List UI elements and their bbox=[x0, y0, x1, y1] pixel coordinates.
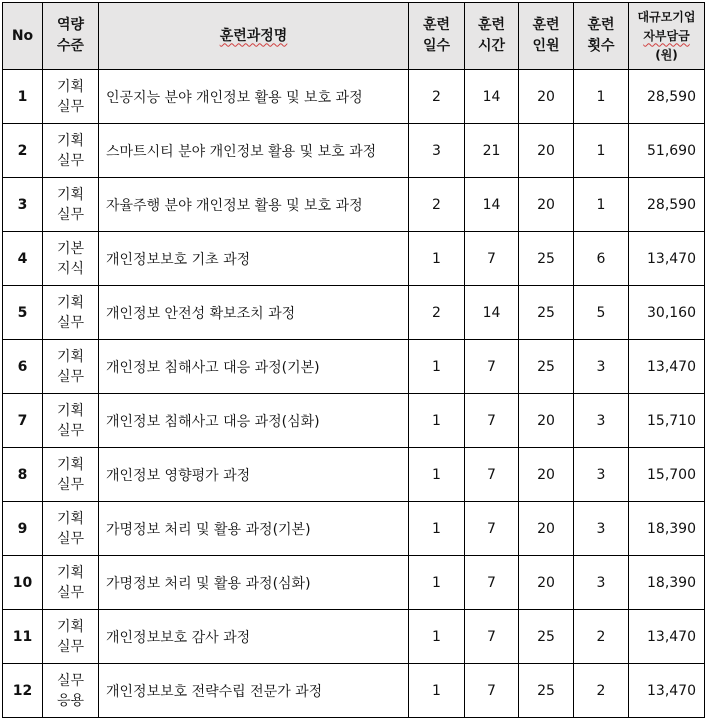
cell-times: 3 bbox=[574, 394, 629, 448]
cell-course-name: 개인정보보호 전략수립 전문가 과정 bbox=[99, 664, 409, 718]
cell-people: 20 bbox=[519, 556, 574, 610]
cell-level-line2: 실무 bbox=[56, 530, 85, 547]
cell-course-name: 가명정보 처리 및 활용 과정(기본) bbox=[99, 502, 409, 556]
cell-level-line1: 기획 bbox=[56, 564, 85, 581]
cell-level-line2: 실무 bbox=[56, 206, 85, 223]
cell-level-line2: 실무 bbox=[56, 152, 85, 169]
table-row bbox=[3, 448, 705, 502]
cell-people: 25 bbox=[519, 340, 574, 394]
cell-hours: 14 bbox=[465, 70, 519, 124]
cell-course-name: 자율주행 분야 개인정보 활용 및 보호 과정 bbox=[99, 178, 409, 232]
cell-no: 3 bbox=[3, 178, 43, 232]
cell-hours: 7 bbox=[465, 610, 519, 664]
cell-level-line2: 지식 bbox=[56, 260, 85, 277]
cell-level bbox=[43, 448, 99, 502]
cell-times: 2 bbox=[574, 664, 629, 718]
cell-days: 2 bbox=[409, 286, 465, 340]
cell-course-name: 인공지능 분야 개인정보 활용 및 보호 과정 bbox=[99, 70, 409, 124]
cell-course-name: 가명정보 처리 및 활용 과정(심화) bbox=[99, 556, 409, 610]
cell-days: 3 bbox=[409, 124, 465, 178]
cell-people: 20 bbox=[519, 394, 574, 448]
cell-days: 1 bbox=[409, 556, 465, 610]
cell-times: 1 bbox=[574, 178, 629, 232]
cell-cost: 13,470 bbox=[629, 610, 705, 664]
cell-course-name: 개인정보보호 감사 과정 bbox=[99, 610, 409, 664]
cell-cost: 18,390 bbox=[629, 556, 705, 610]
cell-cost: 30,160 bbox=[629, 286, 705, 340]
cell-hours: 7 bbox=[465, 394, 519, 448]
table-row bbox=[3, 178, 705, 232]
cell-days: 2 bbox=[409, 178, 465, 232]
header-days-line1: 훈련 bbox=[422, 17, 451, 33]
cell-course-name: 개인정보보호 기초 과정 bbox=[99, 232, 409, 286]
cell-days: 1 bbox=[409, 610, 465, 664]
cell-level-line1: 기획 bbox=[56, 456, 85, 473]
header-course-name-text: 훈련과정명 bbox=[219, 27, 288, 44]
cell-times: 1 bbox=[574, 70, 629, 124]
cell-level bbox=[43, 664, 99, 718]
cell-people: 25 bbox=[519, 286, 574, 340]
cell-hours: 21 bbox=[465, 124, 519, 178]
cell-course-name: 개인정보 침해사고 대응 과정(기본) bbox=[99, 340, 409, 394]
cell-no: 8 bbox=[3, 448, 43, 502]
cell-cost: 15,710 bbox=[629, 394, 705, 448]
training-course-table bbox=[2, 2, 705, 718]
cell-level-line2: 응용 bbox=[56, 692, 85, 709]
table-row bbox=[3, 124, 705, 178]
cell-hours: 7 bbox=[465, 556, 519, 610]
header-cost-line2: 자부담금 bbox=[643, 28, 690, 43]
cell-cost: 28,590 bbox=[629, 70, 705, 124]
cell-level-line1: 기획 bbox=[56, 132, 85, 149]
cell-level bbox=[43, 124, 99, 178]
cell-days: 1 bbox=[409, 664, 465, 718]
cell-course-name: 개인정보 영향평가 과정 bbox=[99, 448, 409, 502]
header-hours bbox=[465, 3, 519, 70]
cell-no: 2 bbox=[3, 124, 43, 178]
header-days-line2: 일수 bbox=[422, 38, 451, 54]
header-level bbox=[43, 3, 99, 70]
table-row bbox=[3, 340, 705, 394]
cell-hours: 14 bbox=[465, 286, 519, 340]
header-no: No bbox=[3, 3, 43, 70]
cell-level-line2: 실무 bbox=[56, 584, 85, 601]
header-people-line2: 인원 bbox=[532, 38, 560, 54]
cell-people: 20 bbox=[519, 178, 574, 232]
cell-no: 12 bbox=[3, 664, 43, 718]
cell-people: 25 bbox=[519, 664, 574, 718]
cell-level-line1: 기획 bbox=[56, 402, 85, 419]
cell-people: 20 bbox=[519, 502, 574, 556]
cell-hours: 7 bbox=[465, 448, 519, 502]
table-row bbox=[3, 610, 705, 664]
header-cost-line1: 대규모기업 bbox=[637, 9, 696, 24]
cell-level bbox=[43, 178, 99, 232]
header-level-line1: 역량 bbox=[56, 17, 85, 33]
cell-level bbox=[43, 340, 99, 394]
cell-hours: 14 bbox=[465, 178, 519, 232]
cell-hours: 7 bbox=[465, 340, 519, 394]
cell-level-line1: 기획 bbox=[56, 618, 85, 635]
cell-days: 1 bbox=[409, 448, 465, 502]
cell-course-name: 스마트시티 분야 개인정보 활용 및 보호 과정 bbox=[99, 124, 409, 178]
cell-level bbox=[43, 502, 99, 556]
cell-no: 6 bbox=[3, 340, 43, 394]
cell-level-line2: 실무 bbox=[56, 422, 85, 439]
cell-times: 3 bbox=[574, 340, 629, 394]
header-times-line2: 횟수 bbox=[587, 38, 615, 54]
cell-times: 3 bbox=[574, 448, 629, 502]
cell-times: 5 bbox=[574, 286, 629, 340]
cell-times: 2 bbox=[574, 610, 629, 664]
header-course-name bbox=[99, 3, 409, 70]
table-row bbox=[3, 286, 705, 340]
cell-cost: 13,470 bbox=[629, 664, 705, 718]
cell-no: 7 bbox=[3, 394, 43, 448]
header-hours-line2: 시간 bbox=[477, 38, 506, 54]
cell-times: 1 bbox=[574, 124, 629, 178]
cell-cost: 51,690 bbox=[629, 124, 705, 178]
cell-level-line2: 실무 bbox=[56, 368, 85, 385]
cell-times: 3 bbox=[574, 556, 629, 610]
cell-level bbox=[43, 70, 99, 124]
cell-days: 1 bbox=[409, 394, 465, 448]
cell-people: 20 bbox=[519, 124, 574, 178]
cell-cost: 13,470 bbox=[629, 340, 705, 394]
cell-level bbox=[43, 286, 99, 340]
header-people-line1: 훈련 bbox=[532, 17, 560, 33]
cell-no: 1 bbox=[3, 70, 43, 124]
cell-no: 9 bbox=[3, 502, 43, 556]
cell-hours: 7 bbox=[465, 502, 519, 556]
cell-people: 20 bbox=[519, 448, 574, 502]
cell-level bbox=[43, 610, 99, 664]
cell-level bbox=[43, 556, 99, 610]
cell-level-line1: 실무 bbox=[56, 672, 85, 689]
header-people bbox=[519, 3, 574, 70]
cell-hours: 7 bbox=[465, 232, 519, 286]
table-body bbox=[3, 70, 705, 718]
cell-course-name: 개인정보 침해사고 대응 과정(심화) bbox=[99, 394, 409, 448]
cell-times: 6 bbox=[574, 232, 629, 286]
cell-level-line2: 실무 bbox=[56, 638, 85, 655]
cell-level-line1: 기획 bbox=[56, 294, 85, 311]
cell-cost: 15,700 bbox=[629, 448, 705, 502]
table-row bbox=[3, 394, 705, 448]
cell-course-name: 개인정보 안전성 확보조치 과정 bbox=[99, 286, 409, 340]
cell-times: 3 bbox=[574, 502, 629, 556]
cell-days: 1 bbox=[409, 502, 465, 556]
cell-level-line1: 기획 bbox=[56, 348, 85, 365]
cell-people: 25 bbox=[519, 610, 574, 664]
header-cost-line3: (원) bbox=[655, 47, 678, 62]
cell-level-line2: 실무 bbox=[56, 98, 85, 115]
header-days bbox=[409, 3, 465, 70]
cell-level-line1: 기획 bbox=[56, 510, 85, 527]
cell-level bbox=[43, 232, 99, 286]
cell-level-line2: 실무 bbox=[56, 314, 85, 331]
cell-level-line1: 기본 bbox=[56, 240, 85, 257]
cell-cost: 18,390 bbox=[629, 502, 705, 556]
header-level-line2: 수준 bbox=[56, 38, 85, 54]
cell-level bbox=[43, 394, 99, 448]
cell-level-line1: 기획 bbox=[56, 186, 85, 203]
cell-no: 11 bbox=[3, 610, 43, 664]
table-row bbox=[3, 664, 705, 718]
table-row bbox=[3, 502, 705, 556]
header-times-line1: 훈련 bbox=[587, 17, 615, 33]
cell-cost: 28,590 bbox=[629, 178, 705, 232]
header-times bbox=[574, 3, 629, 70]
cell-days: 1 bbox=[409, 340, 465, 394]
cell-people: 20 bbox=[519, 70, 574, 124]
cell-days: 2 bbox=[409, 70, 465, 124]
header-hours-line1: 훈련 bbox=[477, 17, 506, 33]
cell-level-line1: 기획 bbox=[56, 78, 85, 95]
cell-cost: 13,470 bbox=[629, 232, 705, 286]
cell-days: 1 bbox=[409, 232, 465, 286]
table-header-row bbox=[3, 3, 705, 70]
table-row bbox=[3, 70, 705, 124]
cell-people: 25 bbox=[519, 232, 574, 286]
header-cost bbox=[629, 3, 705, 70]
cell-no: 10 bbox=[3, 556, 43, 610]
cell-no: 5 bbox=[3, 286, 43, 340]
table-row bbox=[3, 556, 705, 610]
cell-hours: 7 bbox=[465, 664, 519, 718]
cell-no: 4 bbox=[3, 232, 43, 286]
table-row bbox=[3, 232, 705, 286]
cell-level-line2: 실무 bbox=[56, 476, 85, 493]
